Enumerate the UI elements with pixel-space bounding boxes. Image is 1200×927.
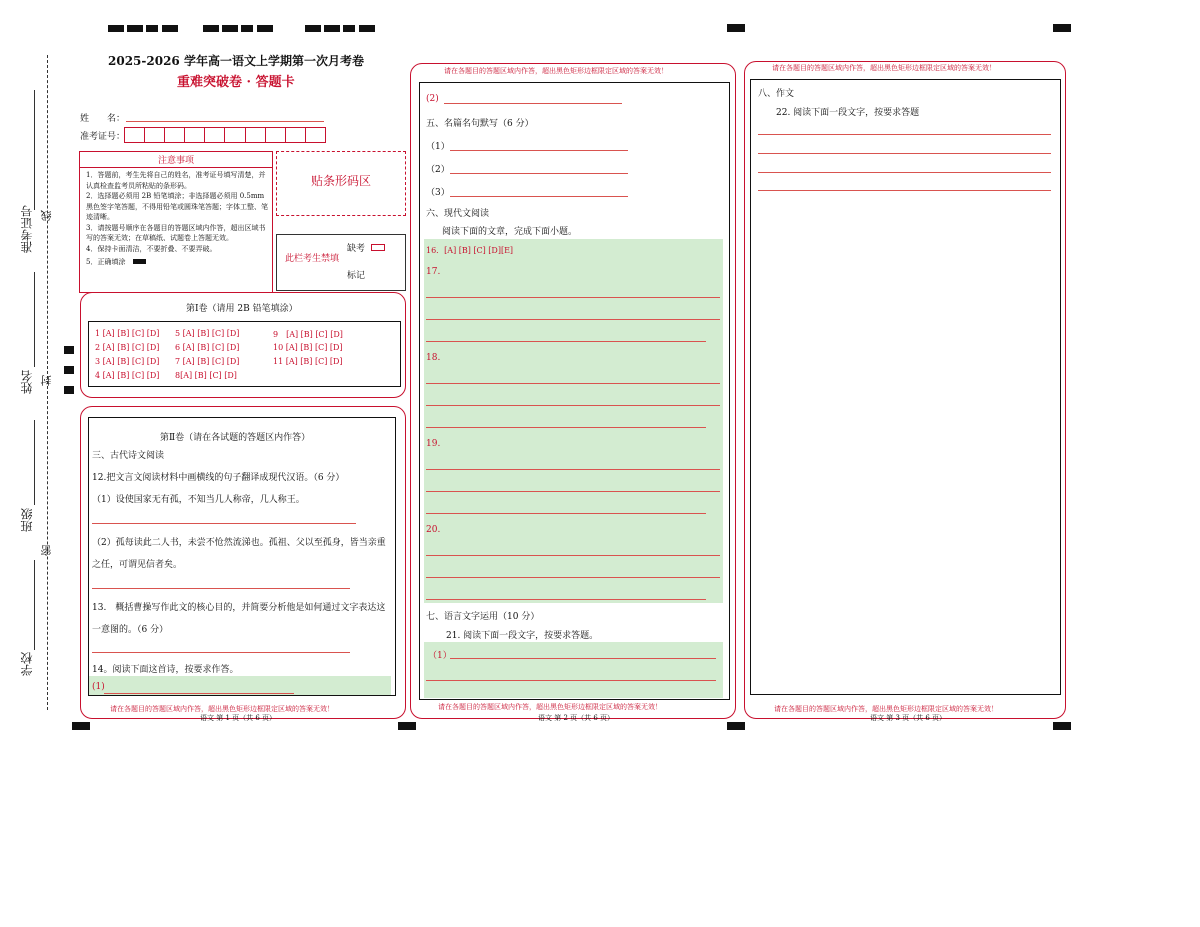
essay-line[interactable] xyxy=(758,152,1051,154)
q12-text: 12.把文言文阅读材料中画横线的句子翻译成现代汉语。（6 分） xyxy=(92,473,345,483)
binding-blank xyxy=(34,420,35,505)
registration-mark xyxy=(162,25,178,32)
exam-title: 2025-2026 学年高一语文上学期第一次月考卷 xyxy=(108,54,364,68)
registration-mark xyxy=(146,25,158,32)
notice-item: 4．保持卡面清洁，不要折叠、不要弄破。 xyxy=(86,244,217,253)
registration-mark xyxy=(359,25,375,32)
q19-line[interactable] xyxy=(426,512,706,514)
cut-mark-secret: 密 xyxy=(40,545,53,556)
absent-label: 缺考 xyxy=(347,244,366,254)
binding-blank xyxy=(34,272,35,367)
essay-line[interactable] xyxy=(758,133,1051,135)
notice-item: 5．正确填涂 xyxy=(86,258,126,266)
mark-label: 标记 xyxy=(347,271,366,281)
registration-mark xyxy=(257,25,273,32)
q17-label: 17. xyxy=(426,267,441,277)
binding-blank xyxy=(34,90,35,210)
q16-choices[interactable]: 16．[A] [B] [C] [D][E] xyxy=(426,246,514,255)
registration-mark xyxy=(324,25,340,32)
q19-line[interactable] xyxy=(426,490,720,492)
q14-1-label: (1) xyxy=(92,682,105,692)
notice-item: 2．选择题必须用 2B 铅笔填涂；非选择题必须用 0.5mm 黑色签字笔答题，不得用铅笔或圆珠笔答题；字体工整、笔迹清晰。 xyxy=(86,192,268,221)
q18-line[interactable] xyxy=(426,382,720,384)
page2-bottom-warning: 请在各题目的答题区域内作答，超出黑色矩形边框限定区域的答案无效！ xyxy=(438,703,662,711)
q18-line[interactable] xyxy=(426,426,706,428)
q21-line[interactable] xyxy=(426,679,716,681)
binding-label-school: 学校 xyxy=(20,652,34,676)
registration-mark xyxy=(64,366,74,374)
choice-q5[interactable]: 5 [A] [B] [C] [D] xyxy=(175,329,240,338)
binding-label-class: 班级 xyxy=(20,508,34,532)
page3-top-warning: 请在各题目的答题区域内作答，超出黑色矩形边框限定区域的答案无效！ xyxy=(772,64,996,72)
page2-footer: 语文 第 2 页（共 6 页） xyxy=(538,714,615,722)
registration-mark xyxy=(727,722,745,730)
page2-top-warning: 请在各题目的答题区域内作答，超出黑色矩形边框限定区域的答案无效！ xyxy=(444,67,668,75)
essay-line[interactable] xyxy=(758,171,1051,173)
binding-label-name: 姓名 xyxy=(20,370,34,394)
exam-no-label: 准考证号： xyxy=(80,132,126,142)
registration-mark xyxy=(398,722,416,730)
section2-title: 第Ⅱ卷（请在各试题的答题区内作答） xyxy=(160,433,311,443)
q13-text: 13. 概括曹操写作此文的核心目的，并简要分析他是如何通过文字表达这一意图的。（6 分） xyxy=(92,603,386,635)
name-label: 姓 名： xyxy=(80,114,126,124)
filled-bubble-sample xyxy=(133,259,146,264)
q12-1-text: （1）设使国家无有孤，不知当几人称帝，几人称王。 xyxy=(92,495,305,505)
part5-blank-1-line[interactable] xyxy=(450,149,628,151)
notice-item: 3．请按题号顺序在各题目的答题区域内作答，超出区域书写的答案无效；在草稿纸、试题卷上答题无效。 xyxy=(86,223,266,242)
essay-line[interactable] xyxy=(758,189,1051,191)
q18-label: 18. xyxy=(426,353,441,363)
binding-blank xyxy=(34,560,35,650)
q17-line[interactable] xyxy=(426,340,706,342)
cut-mark-seal: 封 xyxy=(40,375,53,386)
q19-label: 19. xyxy=(426,439,441,449)
registration-mark xyxy=(64,346,74,354)
registration-mark xyxy=(72,722,90,730)
q20-label: 20. xyxy=(426,525,441,535)
choice-q9[interactable]: 9 [A] [B] [C] [D] xyxy=(273,330,343,339)
registration-mark xyxy=(343,25,355,32)
absent-forbid-label: 此栏考生禁填 xyxy=(285,254,340,264)
choice-q2[interactable]: 2 [A] [B] [C] [D] xyxy=(95,343,160,352)
q17-line[interactable] xyxy=(426,318,720,320)
q21-text: 21. 阅读下面一段文字，按要求答题。 xyxy=(446,631,599,641)
q14-1-answer-line[interactable] xyxy=(104,692,294,694)
q22-text: 22. 阅读下面一段文字，按要求答题 xyxy=(776,108,920,118)
q17-line[interactable] xyxy=(426,296,720,298)
choice-q8[interactable]: 8[A] [B] [C] [D] xyxy=(175,371,237,380)
part5-blank-1-label: （1） xyxy=(426,142,450,152)
q20-line[interactable] xyxy=(426,554,720,556)
q12-1-answer-line[interactable] xyxy=(92,522,356,524)
part5-blank-3-label: （3） xyxy=(426,188,450,198)
part5-blank-3-line[interactable] xyxy=(450,195,628,197)
absent-box xyxy=(276,234,406,291)
part6-heading: 六、现代文阅读 xyxy=(426,209,490,219)
part8-heading: 八、作文 xyxy=(758,89,795,99)
registration-mark xyxy=(64,386,74,394)
part7-heading: 七、语言文字运用（10 分） xyxy=(426,612,540,622)
panel1-warning: 请在各题目的答题区域内作答，超出黑色矩形边框限定区域的答案无效！ xyxy=(110,705,334,713)
registration-mark xyxy=(727,24,745,32)
q20-line[interactable] xyxy=(426,598,706,600)
choice-q6[interactable]: 6 [A] [B] [C] [D] xyxy=(175,343,240,352)
part5-blank-2-line[interactable] xyxy=(450,172,628,174)
binding-label-exam-no: 准考证号 xyxy=(20,205,34,253)
q20-line[interactable] xyxy=(426,576,720,578)
registration-mark xyxy=(305,25,321,32)
page3-footer: 语文 第 3 页（共 6 页） xyxy=(870,714,947,722)
q13-answer-line[interactable] xyxy=(92,651,350,653)
barcode-label: 贴条形码区 xyxy=(310,174,371,188)
choice-q1[interactable]: 1 [A] [B] [C] [D] xyxy=(95,329,160,338)
q21-1-label: （1） xyxy=(428,651,452,661)
choice-q3[interactable]: 3 [A] [B] [C] [D] xyxy=(95,357,160,366)
page1-footer: 语文 第 1 页（共 6 页） xyxy=(200,714,277,722)
p2-q2-label: (2) xyxy=(426,94,439,104)
absent-checkbox[interactable] xyxy=(371,244,385,251)
q19-line[interactable] xyxy=(426,468,720,470)
notice-item: 1．答题前，考生先将自己的姓名，准考证号填写清楚，并认真检查监考员所粘贴的条形码。 xyxy=(86,171,266,190)
q12-2-answer-line[interactable] xyxy=(92,587,350,589)
notice-title: 注意事项 xyxy=(80,152,272,168)
choice-q10[interactable]: 10 [A] [B] [C] [D] xyxy=(273,343,343,352)
registration-mark xyxy=(222,25,238,32)
notice-box xyxy=(79,151,273,293)
choice-q7[interactable]: 7 [A] [B] [C] [D] xyxy=(175,357,240,366)
registration-mark xyxy=(241,25,253,32)
section1-title: 第Ⅰ卷（请用 2B 铅笔填涂） xyxy=(186,304,298,314)
part6-intro: 阅读下面的文章，完成下面小题。 xyxy=(442,227,578,237)
choice-q11[interactable]: 11 [A] [B] [C] [D] xyxy=(273,357,343,366)
q14-text: 14。阅读下面这首诗，按要求作答。 xyxy=(92,665,239,675)
page3-bottom-warning: 请在各题目的答题区域内作答，超出黑色矩形边框限定区域的答案无效！ xyxy=(774,705,998,713)
q21-line[interactable] xyxy=(450,657,716,659)
registration-mark xyxy=(108,25,124,32)
q18-line[interactable] xyxy=(426,404,720,406)
registration-mark xyxy=(1053,722,1071,730)
p2-q2-answer-line[interactable] xyxy=(444,102,622,104)
registration-mark xyxy=(1053,24,1071,32)
cut-mark-line: 线 xyxy=(40,210,53,221)
registration-mark xyxy=(203,25,219,32)
q21-answer-area[interactable] xyxy=(424,642,723,698)
choice-q4[interactable]: 4 [A] [B] [C] [D] xyxy=(95,371,160,380)
registration-mark xyxy=(127,25,143,32)
part5-blank-2-label: （2） xyxy=(426,165,450,175)
modern-reading-answer-area[interactable] xyxy=(424,239,723,603)
name-field[interactable] xyxy=(126,120,324,122)
q12-2-text: （2）孤每读此二人书，未尝不怆然流涕也。孤祖、父以至孤身，皆当亲重之任，可谓见信者矣。 xyxy=(92,538,386,570)
barcode-area xyxy=(276,151,406,216)
part3-heading: 三、古代诗文阅读 xyxy=(92,451,165,461)
exam-no-boxes[interactable] xyxy=(124,127,326,143)
exam-subtitle: 重难突破卷 · 答题卡 xyxy=(177,75,295,90)
part5-heading: 五、名篇名句默写（6 分） xyxy=(426,119,534,129)
